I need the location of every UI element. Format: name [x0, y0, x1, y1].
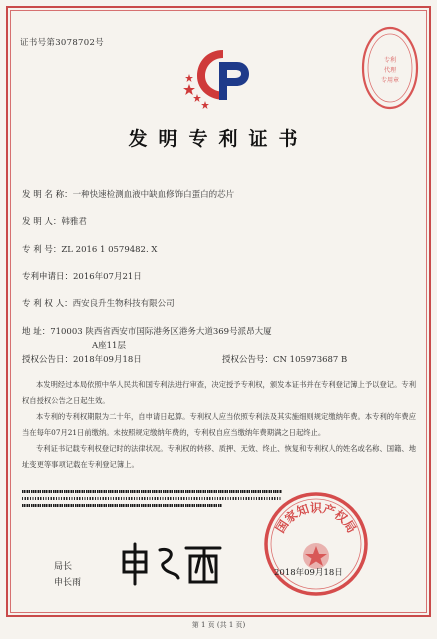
grant-date-row: [22, 353, 142, 365]
patent-office-emblem-icon: [183, 44, 253, 110]
address-value-line2: A座11层: [92, 341, 126, 351]
svg-text:专利: 专利: [383, 57, 397, 64]
certificate-body: [22, 377, 416, 473]
barcode-line: [22, 497, 282, 500]
address-row: [22, 325, 272, 337]
grant-number-row: [222, 353, 347, 365]
invention-name-row: [22, 188, 234, 200]
grant-number-label: 授权公告号：: [222, 355, 274, 365]
patent-number-row: [22, 243, 157, 255]
seal-text: 国家知识产权局: [273, 501, 359, 536]
inventor-label: 发 明 人：: [22, 217, 62, 227]
invention-name-label: 发 明 名 称：: [22, 190, 73, 200]
director-title: 局长: [54, 562, 73, 572]
certificate-number: 证书号第3078702号: [20, 38, 104, 48]
agency-stamp-icon: [360, 24, 420, 112]
svg-text:代理: 代理: [383, 67, 397, 74]
grant-date-label: 授权公告日：: [22, 355, 74, 365]
barcode-line: [22, 504, 222, 507]
barcode-line: [22, 490, 282, 493]
body-paragraph-2: 本专利的专利权期限为二十年，自申请日起算。专利权人应当依照专利法及其实施细则规定缴纳年费。本专利的年费应当在每年07月21日前缴纳。未按照规定缴纳年费的，专利权自应当缴纳年费期满之日起终止。: [22, 412, 416, 437]
address-value-line1: 710003 陕西省西安市国际港务区港务大道369号派昂大厦: [50, 327, 272, 337]
svg-text:专用章: 专用章: [380, 77, 400, 84]
patentee-value: 西安良升生物科技有限公司: [72, 299, 175, 309]
inventor-value: 韩雅君: [61, 217, 87, 227]
filing-date-value: 2016年07月21日: [73, 272, 142, 282]
page-footer: 第 1 页 (共 1 页): [191, 621, 246, 629]
patent-number-value: ZL 2016 1 0579482. X: [61, 245, 158, 255]
patentee-label: 专 利 权 人：: [22, 299, 73, 309]
address-line2-row: [92, 339, 126, 351]
body-paragraph-3: 专利证书记载专利权登记时的法律状况。专利权的转移、质押、无效、终止、恢复和专利权人的姓名或名称、国籍、地址变更等事项记载在专利登记簿上。: [22, 444, 416, 469]
inventor-row: [22, 215, 87, 227]
grant-date-value: 2018年09月18日: [73, 355, 142, 365]
grant-number-value: CN 105973687 B: [273, 355, 348, 365]
filing-date-row: [22, 270, 142, 282]
sign-date: 2018年09月18日: [274, 568, 343, 578]
director-name: 申长雨: [54, 578, 82, 588]
body-paragraph-1: 本发明经过本局依照中华人民共和国专利法进行审查，决定授予专利权，颁发本证书并在专利登记簿上予以登记。专利权自授权公告之日起生效。: [22, 380, 416, 405]
office-seal-icon: [262, 490, 370, 598]
director-signature-icon: [116, 538, 226, 588]
certificate-title: 发明专利证书: [128, 128, 309, 150]
address-label: 地 址：: [22, 327, 51, 337]
patentee-row: [22, 297, 175, 309]
invention-name-value: 一种快速检测血液中缺血修饰白蛋白的芯片: [72, 190, 235, 200]
filing-date-label: 专利申请日：: [22, 272, 74, 282]
microprint-barcode: [22, 490, 282, 511]
patent-number-label: 专 利 号：: [22, 245, 62, 255]
